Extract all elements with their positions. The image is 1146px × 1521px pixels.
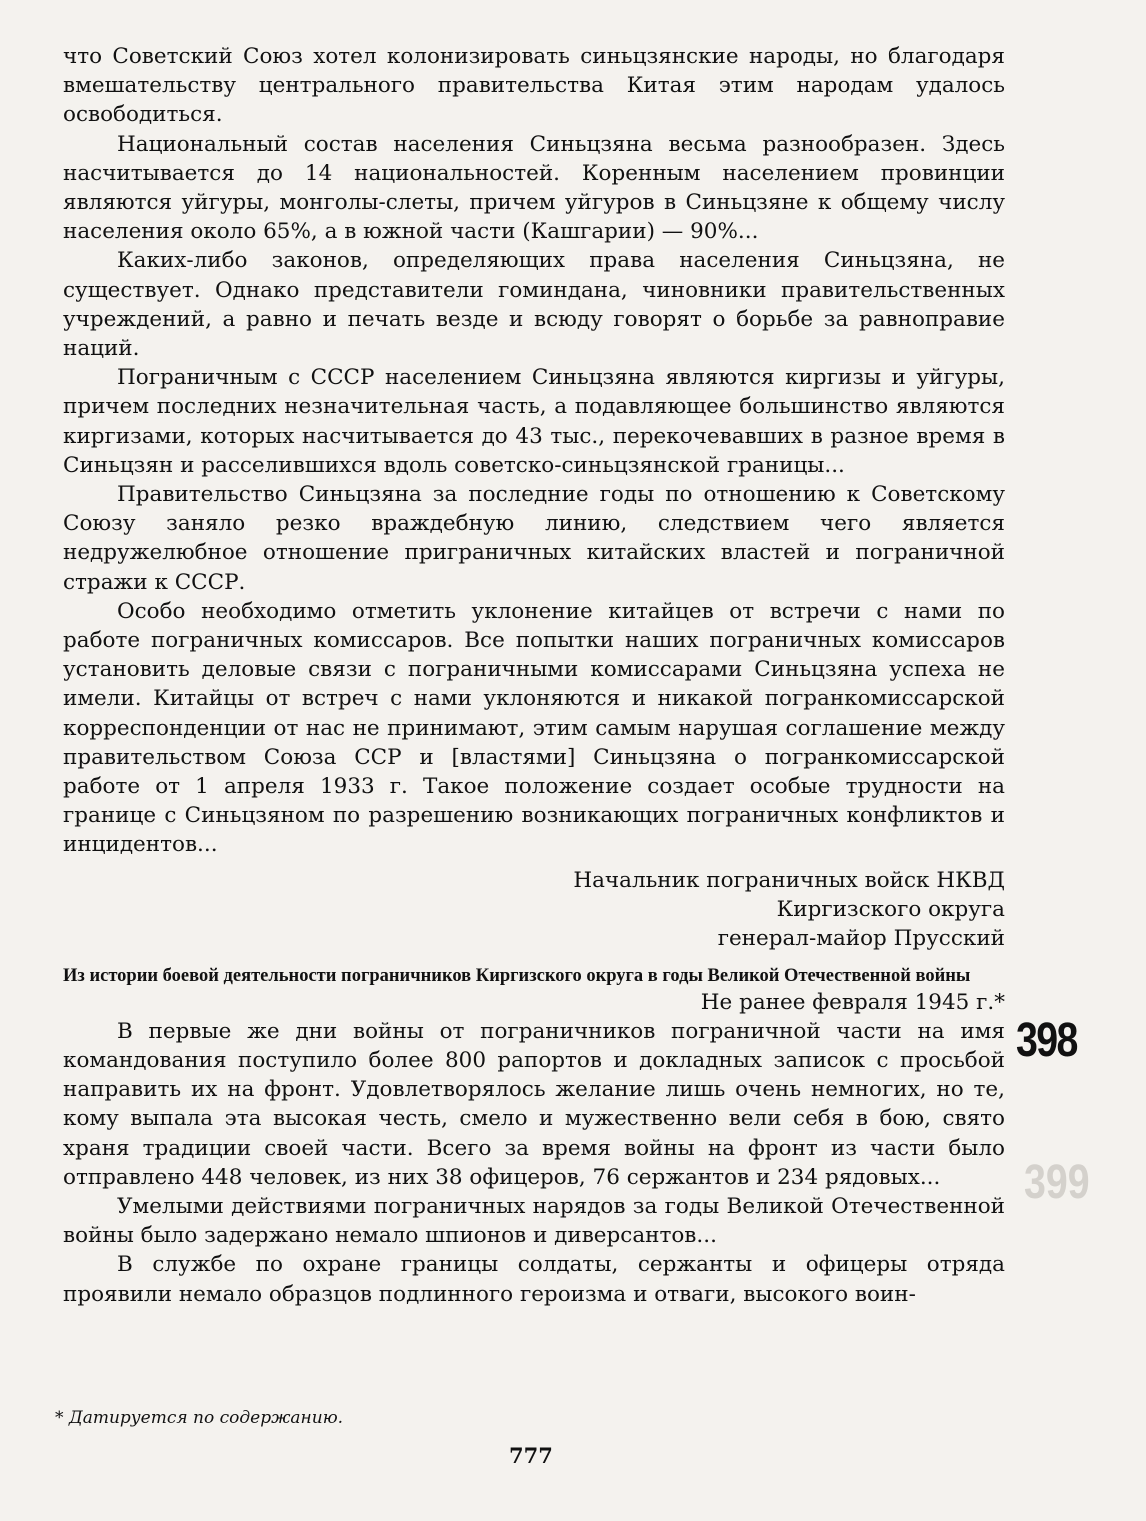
footnote: * Датируется по содержанию. [55,1408,344,1428]
paragraph: Умелыми действиями пограничных нарядов за годы Великой Отечественной войны было задержано немало шпионов и диверсантов... [63,1193,1005,1249]
document-number: 398 [1016,1014,1077,1067]
signature-district: Киргизского округа [776,896,1005,922]
page-body [63,42,1005,1309]
paragraph: Национальный состав населения Синьцзяна весьма разнообразен. Здесь насчитывается до 14 национальностей. Коренным населением провинции являются уйгуры, монголы-слеты, причем уйгуров в Синьцзяне к общему числу населения около 65%, а в южной части (Кашгарии) — 90%... [63,131,1005,245]
paragraph: В первые же дни войны от пограничников пограничной части на имя командования поступило более 800 рапортов и докладных записок с просьбой направить их на фронт. Удовлетворялось желание лишь очень немногих, но те, кому выпала эта высокая честь, смело и мужественно вели себя в бою, свято храня традиции своей части. Всего за время войны на фронт из части было отправлено 448 человек, из них 38 офицеров, 76 сержантов и 234 рядовых... [63,1018,1005,1190]
show-through-document-number: 399 [1024,1156,1090,1209]
signature-title: Начальник пограничных войск НКВД [573,867,1005,893]
document-heading: Из истории боевой деятельности пограничников Киргизского округа в годы Великой Отечественной войны [63,965,971,986]
paragraph: Пограничным с СССР населением Синьцзяна являются киргизы и уйгуры, причем последних незначительная часть, а подавляющее большинство являются киргизами, которых насчитывается до 43 тыс., перекочевавших в разное время в Синьцзян и расселившихся вдоль советско-синьцзянской границы... [63,365,1005,478]
paragraph: В службе по охране границы солдаты, сержанты и офицеры отряда проявили немало образцов подлинного героизма и отваги, высокого воин- [63,1252,1005,1307]
page-number: 777 [509,1443,553,1468]
signature-name: генерал-майор Прусский [717,925,1005,951]
paragraph: Правительство Синьцзяна за последние годы по отношению к Советскому Союзу заняло резко враждебную линию, следствием чего является недружелюбное отношение приграничных китайских властей и пограничной стражи к СССР. [63,482,1005,595]
paragraph: что Советский Союз хотел колонизировать синьцзянские народы, но благодаря вмешательству центрального правительства Китая этим народам удалось освободиться. [63,44,1005,128]
paragraph: Особо необходимо отметить уклонение китайцев от встречи с нами по работе пограничных комиссаров. Все попытки наших пограничных комиссаров установить деловые связи с пограничными комиссарами Синьцзяна успеха не имели. Китайцы от встреч с нами уклоняются и никакой погранкомиссарской корреспонденции от нас не принимают, этим самым нарушая соглашение между правительством Союза ССР и [властями] Синьцзяна о погранкомиссарской работе от 1 апреля 1933 г. Такое положение создает особые трудности на границе с Синьцзяном по разрешению возникающих пограничных конфликтов и инцидентов... [63,598,1005,858]
document-date: Не ранее февраля 1945 г.* [700,989,1005,1015]
paragraph: Каких-либо законов, определяющих права населения Синьцзяна, не существует. Однако представители гоминдана, чиновники правительственных учреждений, а равно и печать везде и всюду говорят о борьбе за равноправие наций. [63,248,1005,362]
signature-block [63,866,1005,953]
